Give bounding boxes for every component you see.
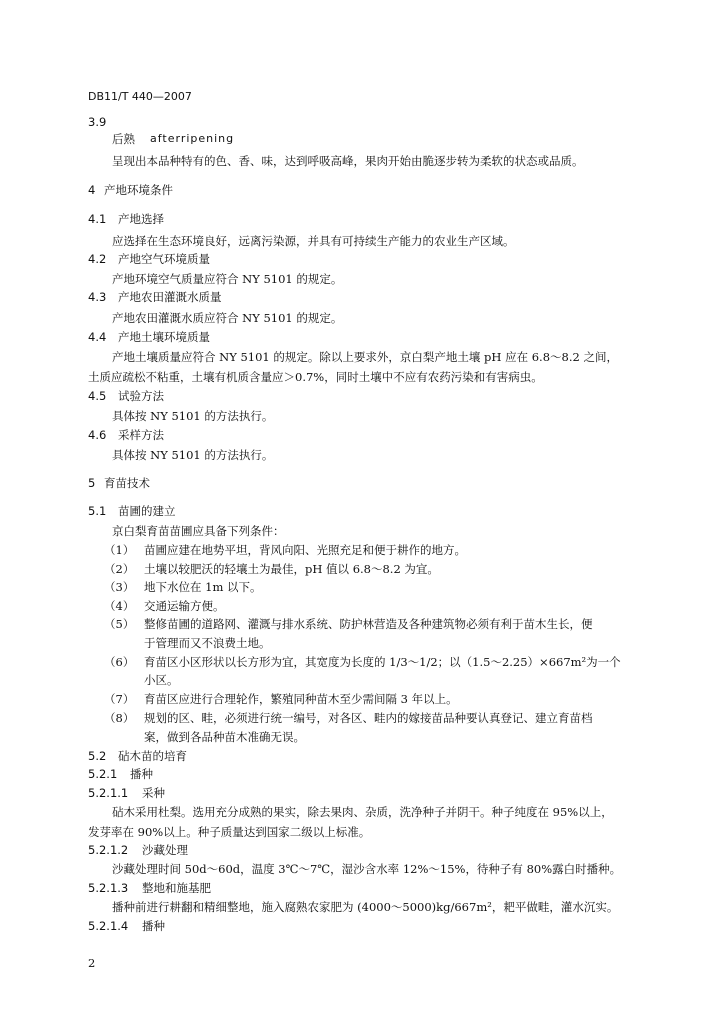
section-number: 5.2.1.1 bbox=[88, 786, 129, 800]
section-title: 产地环境条件 bbox=[104, 183, 173, 197]
list-item: 土壤以较肥沃的轻壤土为最佳，pH 值以 6.8～8.2 为宜。 bbox=[144, 562, 439, 576]
section-title: 采种 bbox=[142, 786, 165, 800]
paragraph-line: 土质应疏松不粘重，土壤有机质含量应＞0.7%，同时土壤中不应有农药污染和有害病虫。 bbox=[88, 370, 543, 384]
list-item: 规划的区、畦，必须进行统一编号，对各区、畦内的嫁接苗品种要认真登记、建立育苗档 bbox=[144, 711, 593, 725]
section-title: 整地和施基肥 bbox=[142, 881, 211, 895]
paragraph-line: 砧木采用杜梨。选用充分成熟的果实，除去果肉、杂质，洗净种子并阴干。种子纯度在 95%以上， bbox=[112, 805, 613, 819]
section-title: 播种 bbox=[142, 919, 165, 933]
list-item: 整修苗圃的道路网、灌溉与排水系统、防护林营造及各种建筑物必须有利于苗木生长，便 bbox=[144, 617, 593, 631]
paragraph: 应选择在生态环境良好，远离污染源，并具有可持续生产能力的农业生产区域。 bbox=[112, 234, 515, 248]
list-item-continuation: 于管理而又不浪费土地。 bbox=[144, 636, 271, 650]
section-title: 产地空气环境质量 bbox=[118, 252, 210, 266]
list-item-number: （4） bbox=[104, 599, 135, 613]
standard-code: DB11/T 440—2007 bbox=[88, 90, 192, 103]
term-definition: 呈现出本品种特有的色、香、味，达到呼吸高峰，果肉开始由脆逐步转为柔软的状态或品质。 bbox=[112, 154, 584, 168]
section-number: 5 bbox=[88, 476, 96, 490]
section-number: 5.2.1.2 bbox=[88, 843, 129, 857]
section-title: 育苗技术 bbox=[104, 476, 150, 490]
section-title: 采样方法 bbox=[118, 428, 164, 442]
section-title: 产地选择 bbox=[118, 212, 164, 226]
section-number: 4.4 bbox=[88, 330, 107, 344]
list-item: 苗圃应建在地势平坦，背风向阳、光照充足和便于耕作的地方。 bbox=[144, 543, 466, 557]
term-chinese: 后熟 bbox=[112, 132, 135, 146]
term-english: afterripening bbox=[150, 132, 235, 145]
paragraph: 具体按 NY 5101 的方法执行。 bbox=[112, 448, 274, 462]
list-item-number: （6） bbox=[104, 655, 135, 669]
paragraph: 播种前进行耕翻和精细整地，施入腐熟农家肥为 (4000～5000)kg/667m²，耙平做畦，灌水沉实。 bbox=[112, 900, 619, 914]
section-title: 砧木苗的培育 bbox=[118, 749, 187, 763]
section-number: 5.2.1.4 bbox=[88, 919, 129, 933]
section-title: 产地农田灌溉水质量 bbox=[118, 290, 222, 304]
list-item-continuation: 小区。 bbox=[144, 673, 179, 687]
list-item-continuation: 案，做到各品种苗木准确无误。 bbox=[144, 730, 305, 744]
list-item-number: （7） bbox=[104, 692, 135, 706]
page-number: 2 bbox=[88, 956, 96, 970]
section-number: 5.2.1 bbox=[88, 767, 118, 781]
list-item-number: （2） bbox=[104, 562, 135, 576]
list-item: 育苗区应进行合理轮作，繁殖同种苗木至少需间隔 3 年以上。 bbox=[144, 692, 458, 706]
list-item-number: （3） bbox=[104, 580, 135, 594]
list-item: 育苗区小区形状以长方形为宜，其宽度为长度的 1/3～1/2；以（1.5～2.25）×667m²为一个 bbox=[144, 655, 621, 669]
section-number: 4 bbox=[88, 183, 96, 197]
section-title: 苗圃的建立 bbox=[118, 504, 176, 518]
section-number: 4.1 bbox=[88, 212, 107, 226]
section-number: 4.3 bbox=[88, 290, 107, 304]
list-item: 交通运输方便。 bbox=[144, 599, 225, 613]
paragraph: 产地农田灌溉水质应符合 NY 5101 的规定。 bbox=[112, 311, 343, 325]
section-number: 4.6 bbox=[88, 428, 107, 442]
section-number: 5.2.1.3 bbox=[88, 881, 129, 895]
paragraph: 沙藏处理时间 50d～60d，温度 3℃～7℃，湿沙含水率 12%～15%，待种子有 80%露白时播种。 bbox=[112, 862, 622, 876]
section-title: 试验方法 bbox=[118, 389, 164, 403]
section-title: 沙藏处理 bbox=[142, 843, 188, 857]
list-item-number: （8） bbox=[104, 711, 135, 725]
section-number: 5.1 bbox=[88, 504, 107, 518]
paragraph-line: 发芽率在 90%以上。种子质量达到国家二级以上标准。 bbox=[88, 825, 371, 839]
section-number: 4.5 bbox=[88, 389, 107, 403]
section-title: 播种 bbox=[130, 767, 153, 781]
section-title: 产地土壤环境质量 bbox=[118, 330, 210, 344]
section-number: 4.2 bbox=[88, 252, 107, 266]
list-item: 地下水位在 1m 以下。 bbox=[144, 580, 262, 594]
list-item-number: （5） bbox=[104, 617, 135, 631]
section-number: 3.9 bbox=[88, 115, 107, 129]
paragraph: 具体按 NY 5101 的方法执行。 bbox=[112, 409, 274, 423]
paragraph: 京白梨育苗苗圃应具备下列条件： bbox=[112, 524, 285, 538]
paragraph-line: 产地土壤质量应符合 NY 5101 的规定。除以上要求外，京白梨产地土壤 pH 应在 6.8～8.2 之间， bbox=[112, 350, 618, 364]
paragraph: 产地环境空气质量应符合 NY 5101 的规定。 bbox=[112, 272, 343, 286]
section-number: 5.2 bbox=[88, 749, 107, 763]
list-item-number: （1） bbox=[104, 543, 135, 557]
